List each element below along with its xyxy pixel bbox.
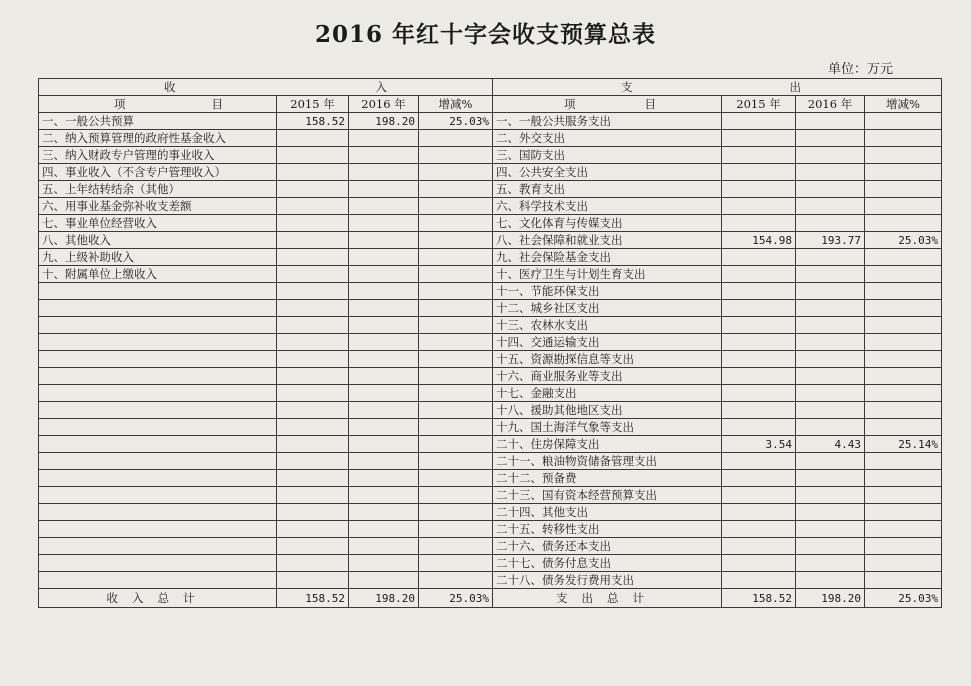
income-value-2016 xyxy=(349,181,419,198)
income-group-left: 收 xyxy=(164,79,178,94)
expense-change xyxy=(865,215,942,232)
income-change xyxy=(419,419,493,436)
income-value-2015 xyxy=(277,419,349,436)
income-value-2016 xyxy=(349,164,419,181)
expense-item-name: 十一、节能环保支出 xyxy=(493,283,722,300)
table-row xyxy=(39,334,942,351)
income-change xyxy=(419,147,493,164)
expense-item-name: 十九、国土海洋气象等支出 xyxy=(493,419,722,436)
expense-value-2016 xyxy=(796,521,865,538)
expense-value-2015 xyxy=(722,334,796,351)
page-title: 2016 年红十字会收支预算总表 xyxy=(314,21,657,48)
income-change xyxy=(419,436,493,453)
table-row xyxy=(39,164,942,181)
table-row xyxy=(39,351,942,368)
income-value-2016 xyxy=(349,453,419,470)
expense-change xyxy=(865,113,942,130)
expense-total-change: 25.03% xyxy=(865,589,942,608)
expense-value-2015 xyxy=(722,572,796,589)
expense-change xyxy=(865,368,942,385)
expense-value-2016 xyxy=(796,487,865,504)
expense-item-name: 二、外交支出 xyxy=(493,130,722,147)
expense-value-2015 xyxy=(722,538,796,555)
income-item-name xyxy=(39,504,277,521)
expense-value-2016 xyxy=(796,130,865,147)
income-item-name: 二、纳入预算管理的政府性基金收入 xyxy=(39,130,277,147)
expense-item-name: 二十一、粮油物资储备管理支出 xyxy=(493,453,722,470)
expense-value-2016 xyxy=(796,164,865,181)
table-row xyxy=(39,419,942,436)
expense-value-2016 xyxy=(796,453,865,470)
expense-group-right: 出 xyxy=(789,79,803,94)
expense-value-2015 xyxy=(722,317,796,334)
expense-value-2015 xyxy=(722,368,796,385)
income-item-label-a: 项 xyxy=(114,96,126,111)
expense-value-2015 xyxy=(722,283,796,300)
expense-item-name: 十四、交通运输支出 xyxy=(493,334,722,351)
income-value-2016 xyxy=(349,215,419,232)
expense-change: 25.14% xyxy=(865,436,942,453)
expense-change xyxy=(865,334,942,351)
expense-value-2015 xyxy=(722,164,796,181)
income-value-2016 xyxy=(349,130,419,147)
expense-item-name: 六、科学技术支出 xyxy=(493,198,722,215)
expense-value-2016: 193.77 xyxy=(796,232,865,249)
expense-item-name: 十、医疗卫生与计划生育支出 xyxy=(493,266,722,283)
income-total-change: 25.03% xyxy=(419,589,493,608)
income-change-header: 增减% xyxy=(419,96,493,113)
expense-change xyxy=(865,266,942,283)
expense-value-2015 xyxy=(722,453,796,470)
income-value-2015: 158.52 xyxy=(277,113,349,130)
expense-change xyxy=(865,419,942,436)
table-row xyxy=(39,538,942,555)
expense-value-2016 xyxy=(796,555,865,572)
expense-value-2016 xyxy=(796,504,865,521)
expense-value-2016 xyxy=(796,351,865,368)
expense-total-2015: 158.52 xyxy=(722,589,796,608)
income-item-name: 三、纳入财政专户管理的事业收入 xyxy=(39,147,277,164)
expense-item-name: 二十三、国有资本经营预算支出 xyxy=(493,487,722,504)
expense-value-2016 xyxy=(796,300,865,317)
expense-item-label-a: 项 xyxy=(564,96,576,111)
expense-change xyxy=(865,538,942,555)
income-item-name: 六、用事业基金弥补收支差额 xyxy=(39,198,277,215)
income-value-2016 xyxy=(349,368,419,385)
table-row xyxy=(39,300,942,317)
expense-item-name: 九、社会保险基金支出 xyxy=(493,249,722,266)
income-value-2015 xyxy=(277,164,349,181)
expense-value-2016 xyxy=(796,181,865,198)
expense-value-2015 xyxy=(722,181,796,198)
table-row xyxy=(39,385,942,402)
expense-value-2016 xyxy=(796,334,865,351)
expense-value-2015 xyxy=(722,113,796,130)
expense-value-2016 xyxy=(796,283,865,300)
table-row xyxy=(39,521,942,538)
expense-value-2015 xyxy=(722,300,796,317)
expense-value-2016 xyxy=(796,215,865,232)
expense-change xyxy=(865,317,942,334)
income-value-2015 xyxy=(277,300,349,317)
income-year-2016-header: 2016 年 xyxy=(349,96,419,113)
income-value-2015 xyxy=(277,453,349,470)
income-change xyxy=(419,317,493,334)
table-row xyxy=(39,572,942,589)
income-change xyxy=(419,521,493,538)
income-item-name xyxy=(39,487,277,504)
expense-item-name: 三、国防支出 xyxy=(493,147,722,164)
expense-change xyxy=(865,164,942,181)
income-value-2016 xyxy=(349,317,419,334)
table-row xyxy=(39,555,942,572)
income-change xyxy=(419,487,493,504)
expense-value-2015 xyxy=(722,402,796,419)
income-item-name xyxy=(39,300,277,317)
expense-item-label-b: 目 xyxy=(644,96,656,111)
income-change xyxy=(419,334,493,351)
expense-value-2016 xyxy=(796,385,865,402)
expense-value-2015 xyxy=(722,198,796,215)
expense-value-2016 xyxy=(796,538,865,555)
income-value-2016: 198.20 xyxy=(349,113,419,130)
table-row xyxy=(39,504,942,521)
income-change xyxy=(419,572,493,589)
table-row xyxy=(39,113,942,130)
expense-change xyxy=(865,521,942,538)
expense-value-2015 xyxy=(722,130,796,147)
expense-value-2015: 3.54 xyxy=(722,436,796,453)
table-row xyxy=(39,283,942,300)
expense-value-2016 xyxy=(796,402,865,419)
totals-row xyxy=(39,589,942,608)
income-item-name xyxy=(39,419,277,436)
income-change xyxy=(419,538,493,555)
income-item-name: 五、上年结转结余（其他） xyxy=(39,181,277,198)
income-value-2016 xyxy=(349,538,419,555)
expense-group-left: 支 xyxy=(621,79,635,94)
expense-value-2015 xyxy=(722,266,796,283)
income-item-name xyxy=(39,538,277,555)
income-value-2015 xyxy=(277,181,349,198)
income-item-name xyxy=(39,368,277,385)
expense-value-2016 xyxy=(796,368,865,385)
income-item-label-b: 目 xyxy=(211,96,223,111)
income-change xyxy=(419,368,493,385)
income-group-right: 入 xyxy=(375,79,389,94)
expense-change xyxy=(865,198,942,215)
table-row xyxy=(39,470,942,487)
expense-item-name: 二十七、债务付息支出 xyxy=(493,555,722,572)
expense-value-2016 xyxy=(796,147,865,164)
income-value-2016 xyxy=(349,504,419,521)
expense-value-2016 xyxy=(796,113,865,130)
income-value-2015 xyxy=(277,368,349,385)
expense-value-2016 xyxy=(796,266,865,283)
income-item-name xyxy=(39,436,277,453)
income-total-2016: 198.20 xyxy=(349,589,419,608)
table-row xyxy=(39,147,942,164)
table-row xyxy=(39,198,942,215)
expense-total-label: 支出总计 xyxy=(493,589,722,608)
expense-item-name: 二十二、预备费 xyxy=(493,470,722,487)
income-value-2016 xyxy=(349,555,419,572)
income-value-2016 xyxy=(349,147,419,164)
income-change xyxy=(419,351,493,368)
expense-value-2015 xyxy=(722,249,796,266)
table-row xyxy=(39,215,942,232)
expense-item-name: 七、文化体育与传媒支出 xyxy=(493,215,722,232)
income-value-2015 xyxy=(277,215,349,232)
income-item-name: 八、其他收入 xyxy=(39,232,277,249)
expense-change xyxy=(865,487,942,504)
expense-change xyxy=(865,402,942,419)
income-change xyxy=(419,181,493,198)
income-value-2016 xyxy=(349,266,419,283)
income-change xyxy=(419,130,493,147)
expense-change-header: 增减% xyxy=(865,96,942,113)
income-value-2015 xyxy=(277,317,349,334)
income-item-name xyxy=(39,385,277,402)
table-row xyxy=(39,368,942,385)
income-value-2016 xyxy=(349,283,419,300)
income-item-name xyxy=(39,521,277,538)
expense-value-2015: 154.98 xyxy=(722,232,796,249)
income-change xyxy=(419,504,493,521)
income-change xyxy=(419,249,493,266)
expense-value-2016 xyxy=(796,470,865,487)
income-value-2015 xyxy=(277,198,349,215)
expense-item-name: 十八、援助其他地区支出 xyxy=(493,402,722,419)
expense-item-name: 二十六、债务还本支出 xyxy=(493,538,722,555)
table-row xyxy=(39,436,942,453)
income-value-2016 xyxy=(349,487,419,504)
income-value-2016 xyxy=(349,419,419,436)
income-value-2015 xyxy=(277,487,349,504)
expense-value-2016 xyxy=(796,198,865,215)
income-item-name: 七、事业单位经营收入 xyxy=(39,215,277,232)
expense-year-2016-header: 2016 年 xyxy=(796,96,865,113)
income-year-2015-header: 2015 年 xyxy=(277,96,349,113)
income-value-2015 xyxy=(277,147,349,164)
income-change xyxy=(419,470,493,487)
expense-change xyxy=(865,453,942,470)
income-value-2016 xyxy=(349,385,419,402)
income-item-name: 九、上级补助收入 xyxy=(39,249,277,266)
expense-year-2015-header: 2015 年 xyxy=(722,96,796,113)
expense-change xyxy=(865,504,942,521)
income-value-2015 xyxy=(277,385,349,402)
income-item-name xyxy=(39,572,277,589)
table-row xyxy=(39,487,942,504)
expense-value-2016 xyxy=(796,572,865,589)
income-value-2016 xyxy=(349,198,419,215)
expense-value-2016: 4.43 xyxy=(796,436,865,453)
income-item-name xyxy=(39,283,277,300)
expense-value-2015 xyxy=(722,147,796,164)
expense-item-name: 十七、金融支出 xyxy=(493,385,722,402)
expense-item-name: 二十四、其他支出 xyxy=(493,504,722,521)
income-value-2015 xyxy=(277,538,349,555)
expense-total-2016: 198.20 xyxy=(796,589,865,608)
income-item-name xyxy=(39,334,277,351)
group-header-row xyxy=(39,79,942,96)
expense-value-2015 xyxy=(722,385,796,402)
income-item-name xyxy=(39,470,277,487)
income-item-name: 四、事业收入（不含专户管理收入） xyxy=(39,164,277,181)
income-change xyxy=(419,232,493,249)
expense-change xyxy=(865,351,942,368)
income-group-header xyxy=(39,79,493,96)
budget-table xyxy=(38,78,942,608)
expense-change: 25.03% xyxy=(865,232,942,249)
income-value-2016 xyxy=(349,572,419,589)
expense-change xyxy=(865,181,942,198)
expense-item-name: 十二、城乡社区支出 xyxy=(493,300,722,317)
expense-change xyxy=(865,147,942,164)
income-value-2016 xyxy=(349,334,419,351)
expense-change xyxy=(865,300,942,317)
income-change: 25.03% xyxy=(419,113,493,130)
income-value-2016 xyxy=(349,351,419,368)
income-item-name xyxy=(39,453,277,470)
expense-value-2015 xyxy=(722,351,796,368)
income-value-2016 xyxy=(349,300,419,317)
expense-item-name: 二十八、债务发行费用支出 xyxy=(493,572,722,589)
income-value-2016 xyxy=(349,521,419,538)
expense-value-2015 xyxy=(722,419,796,436)
income-item-name xyxy=(39,351,277,368)
income-value-2015 xyxy=(277,470,349,487)
income-item-name xyxy=(39,555,277,572)
income-value-2016 xyxy=(349,470,419,487)
expense-item-name: 十六、商业服务业等支出 xyxy=(493,368,722,385)
income-change xyxy=(419,198,493,215)
table-row xyxy=(39,453,942,470)
expense-value-2016 xyxy=(796,249,865,266)
expense-item-name: 二十、住房保障支出 xyxy=(493,436,722,453)
income-value-2015 xyxy=(277,130,349,147)
income-item-name xyxy=(39,402,277,419)
income-change xyxy=(419,402,493,419)
income-value-2016 xyxy=(349,436,419,453)
income-total-label: 收入总计 xyxy=(39,589,277,608)
expense-item-name: 二十五、转移性支出 xyxy=(493,521,722,538)
income-change xyxy=(419,215,493,232)
income-value-2016 xyxy=(349,249,419,266)
expense-item-name: 五、教育支出 xyxy=(493,181,722,198)
expense-change xyxy=(865,572,942,589)
income-value-2015 xyxy=(277,436,349,453)
expense-change xyxy=(865,470,942,487)
income-value-2015 xyxy=(277,249,349,266)
income-change xyxy=(419,283,493,300)
table-row xyxy=(39,317,942,334)
expense-item-name: 一、一般公共服务支出 xyxy=(493,113,722,130)
expense-item-header xyxy=(493,96,722,113)
table-row xyxy=(39,402,942,419)
income-change xyxy=(419,453,493,470)
income-item-name: 十、附属单位上缴收入 xyxy=(39,266,277,283)
income-item-name: 一、一般公共预算 xyxy=(39,113,277,130)
income-change xyxy=(419,555,493,572)
expense-item-name: 四、公共安全支出 xyxy=(493,164,722,181)
income-value-2016 xyxy=(349,402,419,419)
income-change xyxy=(419,300,493,317)
income-value-2015 xyxy=(277,504,349,521)
income-total-2015: 158.52 xyxy=(277,589,349,608)
table-row xyxy=(39,249,942,266)
income-value-2015 xyxy=(277,266,349,283)
income-item-name xyxy=(39,317,277,334)
column-header-row xyxy=(39,96,942,113)
expense-change xyxy=(865,555,942,572)
income-value-2015 xyxy=(277,283,349,300)
expense-value-2015 xyxy=(722,521,796,538)
table-row xyxy=(39,130,942,147)
expense-value-2016 xyxy=(796,419,865,436)
expense-change xyxy=(865,283,942,300)
expense-value-2016 xyxy=(796,317,865,334)
expense-change xyxy=(865,249,942,266)
expense-item-name: 十三、农林水支出 xyxy=(493,317,722,334)
expense-value-2015 xyxy=(722,470,796,487)
income-change xyxy=(419,164,493,181)
table-row xyxy=(39,266,942,283)
income-value-2015 xyxy=(277,555,349,572)
expense-value-2015 xyxy=(722,487,796,504)
expense-change xyxy=(865,130,942,147)
expense-group-header xyxy=(493,79,942,96)
income-value-2016 xyxy=(349,232,419,249)
expense-value-2015 xyxy=(722,504,796,521)
income-value-2015 xyxy=(277,351,349,368)
table-row xyxy=(39,232,942,249)
table-row xyxy=(39,181,942,198)
income-value-2015 xyxy=(277,232,349,249)
income-change xyxy=(419,385,493,402)
income-value-2015 xyxy=(277,572,349,589)
income-value-2015 xyxy=(277,521,349,538)
expense-item-name: 八、社会保障和就业支出 xyxy=(493,232,722,249)
expense-item-name: 十五、资源勘探信息等支出 xyxy=(493,351,722,368)
expense-value-2015 xyxy=(722,215,796,232)
income-value-2015 xyxy=(277,334,349,351)
unit-label: 单位：万元 xyxy=(828,62,894,77)
income-value-2015 xyxy=(277,402,349,419)
expense-value-2015 xyxy=(722,555,796,572)
income-change xyxy=(419,266,493,283)
income-item-header xyxy=(39,96,277,113)
expense-change xyxy=(865,385,942,402)
